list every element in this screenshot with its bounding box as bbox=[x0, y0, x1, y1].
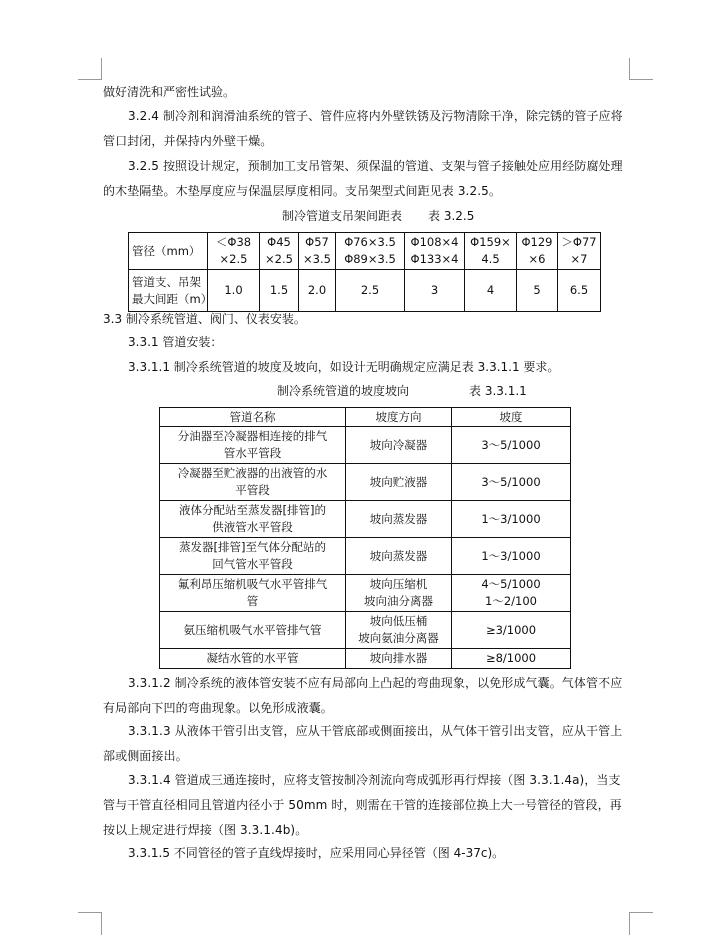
crop-mark-top-left-h bbox=[78, 79, 102, 80]
table-row bbox=[160, 427, 571, 464]
table-cell: 1.5 bbox=[260, 270, 299, 312]
paragraph-3-3-1-1: 3.3.1.1 制冷系统管道的坡度及坡向，如设计无明确规定应满足表 3.3.1.1 要求。 bbox=[128, 360, 560, 374]
table-cell: 3 bbox=[405, 270, 465, 312]
pipe-name-cell: 液体分配站至蒸发器[排管]的 供液管水平管段 bbox=[160, 501, 346, 538]
pipe-name-cell: 蒸发器[排管]至气体分配站的 回气管水平管段 bbox=[160, 538, 346, 575]
table-row bbox=[160, 538, 571, 575]
slope-value-cell: 3～5/1000 bbox=[452, 464, 571, 501]
table-row bbox=[160, 649, 571, 669]
table-cell: 1.0 bbox=[208, 270, 260, 312]
table-row bbox=[160, 464, 571, 501]
table-cell: ＞Φ77 ×7 bbox=[558, 233, 601, 270]
pipe-name-cell: 氟利昂压缩机吸气水平管排气 管 bbox=[160, 575, 346, 612]
row-header-max-spacing: 管道支、吊架 最大间距（m） bbox=[129, 270, 208, 312]
table-3-2-5-caption bbox=[282, 207, 474, 225]
table-row bbox=[160, 612, 571, 649]
table-cell: 5 bbox=[517, 270, 558, 312]
table-cell: Φ159× 4.5 bbox=[465, 233, 517, 270]
table-cell: 6.5 bbox=[558, 270, 601, 312]
table-caption-number: 表 3.3.1.1 bbox=[469, 384, 527, 398]
pipe-name-cell: 氨压缩机吸气水平管排气管 bbox=[160, 612, 346, 649]
table-caption-number: 表 3.2.5 bbox=[428, 209, 475, 223]
support-spacing-table bbox=[128, 232, 601, 312]
paragraph-3-3-1-5: 3.3.1.5 不同管径的管子直线焊接时，应采用同心异径管（图 4-37c)。 bbox=[128, 846, 505, 860]
paragraph-3-3-1-4: 3.3.1.4 管道成三通连接时，应将支管按制冷剂流向弯成弧形再行焊接（图 3.3.1.4a)，当支管与干管直径相同且管道内径小于 50mm 时，则需在干管的连接部位换上大一号管径的管段，再按以上规定进行焊接（图 3.3.1.4b)。 bbox=[103, 773, 622, 837]
table-caption-title: 制冷系统管道的坡度坡向 bbox=[277, 384, 410, 398]
paragraph-continuation: 做好清洗和严密性试验。 bbox=[103, 85, 236, 99]
table-cell: Φ129 ×6 bbox=[517, 233, 558, 270]
table-row bbox=[160, 501, 571, 538]
crop-mark-bottom-right-h bbox=[629, 912, 653, 913]
pipe-name-cell: 凝结水管的水平管 bbox=[160, 649, 346, 669]
paragraph-3-3-1-2: 3.3.1.2 制冷系统的液体管安装不应有局部向上凸起的弯曲现象，以免形成气囊。气体管不应有局部向下凹的弯曲现象。以免形成液囊。 bbox=[103, 676, 623, 715]
slope-direction-cell: 坡向蒸发器 bbox=[346, 501, 452, 538]
table-cell: 2.0 bbox=[299, 270, 336, 312]
table-cell: ＜Φ38 ×2.5 bbox=[208, 233, 260, 270]
paragraph-3-3-1-3: 3.3.1.3 从液体干管引出支管，应从干管底部或侧面接出，从气体干管引出支管，应从干管上部或侧面接出。 bbox=[103, 724, 623, 763]
crop-mark-bottom-left-h bbox=[78, 912, 102, 913]
table-cell: 4 bbox=[465, 270, 517, 312]
pipe-name-cell: 冷凝器至贮液器的出液管的水 平管段 bbox=[160, 464, 346, 501]
column-header: 坡度 bbox=[452, 408, 571, 427]
table-caption-title: 制冷管道支吊架间距表 bbox=[282, 209, 403, 223]
crop-mark-top-right-v bbox=[629, 58, 630, 80]
row-header-diameter: 管径（mm） bbox=[129, 233, 208, 270]
slope-value-cell: 3～5/1000 bbox=[452, 427, 571, 464]
slope-value-cell: 1～3/1000 bbox=[452, 538, 571, 575]
slope-value-cell: ≥8/1000 bbox=[452, 649, 571, 669]
heading-3-3: 3.3 制冷系统管道、阀门、仪表安装。 bbox=[103, 312, 306, 326]
paragraph-3-2-5: 3.2.5 按照设计规定，预制加工支吊管架、须保温的管道、支架与管子接触处应用经防腐处理的木垫隔垫。木垫厚度应与保温层厚度相同。支吊架型式间距见表 3.2.5。 bbox=[103, 159, 623, 198]
slope-direction-table bbox=[159, 407, 571, 669]
table-cell: Φ76×3.5 Φ89×3.5 bbox=[336, 233, 405, 270]
paragraph-3-2-4: 3.2.4 制冷剂和润滑油系统的管子、管件应将内外壁铁锈及污物清除干净，除完锈的管子应将管口封闭，并保持内外壁干燥。 bbox=[103, 109, 623, 148]
slope-direction-cell: 坡向贮液器 bbox=[346, 464, 452, 501]
slope-direction-cell: 坡向压缩机 坡向油分离器 bbox=[346, 575, 452, 612]
column-header: 坡度方向 bbox=[346, 408, 452, 427]
table-3-3-1-1-caption bbox=[277, 382, 527, 400]
crop-mark-top-right-h bbox=[629, 79, 653, 80]
slope-direction-cell: 坡向排水器 bbox=[346, 649, 452, 669]
slope-direction-cell: 坡向蒸发器 bbox=[346, 538, 452, 575]
table-cell: Φ108×4 Φ133×4 bbox=[405, 233, 465, 270]
slope-value-cell: 4～5/1000 1～2/100 bbox=[452, 575, 571, 612]
column-header: 管道名称 bbox=[160, 408, 346, 427]
table-row bbox=[160, 575, 571, 612]
slope-value-cell: ≥3/1000 bbox=[452, 612, 571, 649]
table-cell: 2.5 bbox=[336, 270, 405, 312]
crop-mark-bottom-left-v bbox=[101, 912, 102, 935]
table-cell: Φ45 ×2.5 bbox=[260, 233, 299, 270]
table-cell: Φ57 ×3.5 bbox=[299, 233, 336, 270]
slope-value-cell: 1～3/1000 bbox=[452, 501, 571, 538]
table-row bbox=[129, 270, 601, 312]
slope-direction-cell: 坡向低压桶 坡向氨油分离器 bbox=[346, 612, 452, 649]
table-header-row bbox=[160, 408, 571, 427]
crop-mark-top-left-v bbox=[101, 58, 102, 80]
crop-mark-bottom-right-v bbox=[629, 912, 630, 935]
slope-direction-cell: 坡向冷凝器 bbox=[346, 427, 452, 464]
pipe-name-cell: 分油器至冷凝器相连接的排气 管水平管段 bbox=[160, 427, 346, 464]
heading-3-3-1: 3.3.1 管道安装： bbox=[128, 335, 223, 349]
table-row bbox=[129, 233, 601, 270]
